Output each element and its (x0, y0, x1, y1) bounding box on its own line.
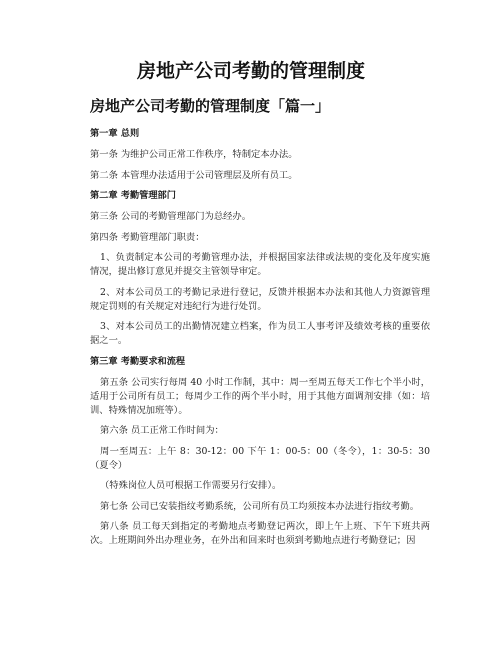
chapter-heading: 第一章 总则 (90, 128, 140, 139)
article-paragraph: 第四条 考勤管理部门职责： (90, 231, 205, 243)
article-paragraph: 第三条 公司的考勤管理部门为总经办。 (90, 211, 252, 222)
article-paragraph: 1、负责制定本公司的考勤管理办法，并根据国家法律或法规的变化及年度实施情况，提出修订意见并提交主管领导审定。 (90, 252, 430, 277)
chapter-heading: 第二章 考勤管理部门 (90, 190, 176, 201)
article-paragraph: 第一条 为维护公司正常工作秩序，特制定本办法。 (90, 149, 298, 160)
article-paragraph: 周一至周五：上午 8：30-12：00 下午 1：00-5：00（冬令），1：30-5：30（夏令） (90, 445, 430, 471)
document-title: 房地产公司考勤的管理制度 (136, 60, 365, 82)
section-title: 房地产公司考勤的管理制度「篇一」 (90, 97, 331, 115)
article-paragraph: 第五条 公司实行每周 40 小时工作制，其中：周一至周五每天工作七个半小时，适用于公司所有员工；每周少工作的两个半小时，用于其他方面调剂安排（如：培训、特殊情况加班等）。 (90, 376, 430, 416)
article-paragraph: 2、对本公司员工的考勤记录进行登记，反馈并根据本办法和其他人力资源管理规定罚则的有关规定对违纪行为进行处罚。 (90, 286, 430, 312)
article-paragraph: 第八条 员工每天到指定的考勤地点考勤登记两次，即上午上班、下午下班共两次。上班期间外出办理业务，在外出和回来时也须到考勤地点进行考勤登记；因 (90, 521, 430, 546)
article-paragraph: 第七条 公司已安装指纹考勤系统，公司所有员工均须按本办法进行指纹考勤。 (100, 500, 420, 512)
document-body (90, 127, 430, 555)
article-paragraph: （特殊岗位人员可根据工作需要另行安排）。 (100, 480, 282, 491)
article-paragraph: 第六条 员工正常工作时间为： (100, 425, 224, 436)
article-paragraph: 3、对本公司员工的出勤情况建立档案，作为员工人事考评及绩效考核的重要依据之一。 (90, 321, 430, 346)
article-paragraph: 第二条 本管理办法适用于公司管理层及所有员工。 (90, 169, 298, 181)
chapter-heading: 第三章 考勤要求和流程 (90, 355, 186, 367)
